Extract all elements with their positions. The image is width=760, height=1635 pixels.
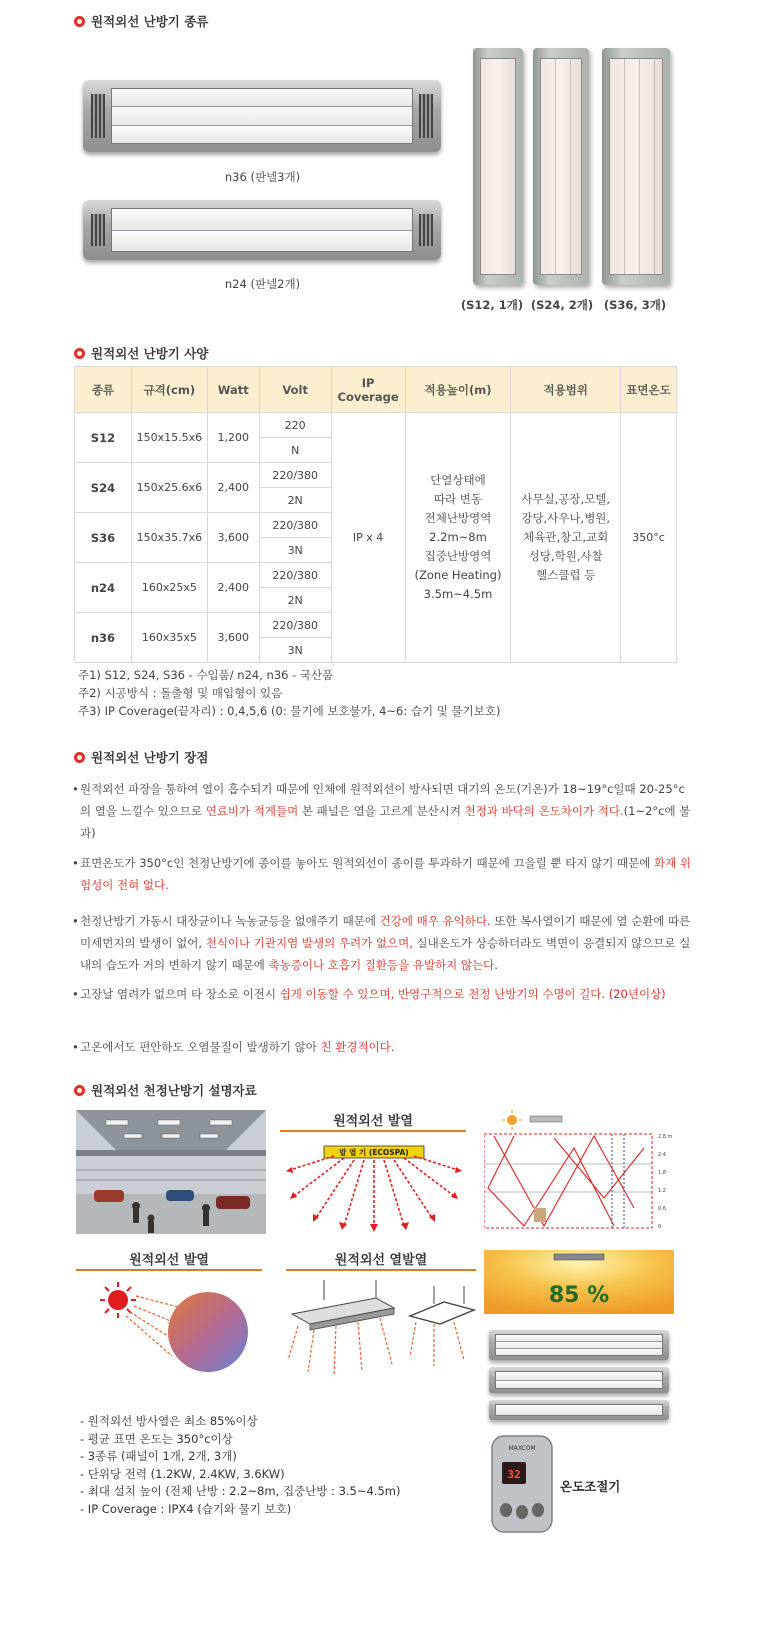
room-reflection-graph <box>484 1108 674 1238</box>
summary-line: - 최대 설치 높이 (전체 난방 : 2.2~8m, 집중난방 : 3.5~4.5m) <box>80 1484 401 1499</box>
thermostat-label: 온도조절기 <box>560 1479 621 1494</box>
range-line: 체육관,창고,교회 <box>523 530 609 544</box>
highlight-span: 천식이나 기관지염 발생의 우려가 없으며, <box>205 936 413 950</box>
cell-volt: 3N <box>259 638 331 663</box>
cell-range <box>511 413 621 663</box>
cell-type: S12 <box>75 413 132 463</box>
highlight-span: 연료비가 적게들며 <box>205 804 299 818</box>
section-title-text: 원적외선 천정난방기 설명자료 <box>91 1083 257 1098</box>
text-span: 본 패널은 열을 고르게 분산시켜 <box>298 804 465 818</box>
bullet-marker: • <box>72 856 79 870</box>
col-header: 적용높이(m) <box>405 367 511 413</box>
cell-watt: 2,400 <box>207 563 259 613</box>
table-row <box>75 413 677 438</box>
highlight-span: 천정과 바닥의 온도차이가 적다. <box>464 804 624 818</box>
cell-volt: N <box>259 438 331 463</box>
cell-volt: 220/380 <box>259 463 331 488</box>
controller-brand: MAXCOM <box>508 1445 536 1452</box>
bullet-icon <box>74 16 85 27</box>
text-span: 표면온도가 350°c인 천정난방기에 종이를 놓아도 원적외선이 종이를 투과하기 때문에 끄을릴 뿐 타지 않기 때문에 <box>80 856 654 870</box>
text-span: 고장날 염려가 없으며 타 장소로 이전시 <box>80 987 280 1001</box>
section-title-text: 원적외선 난방기 장점 <box>91 750 209 765</box>
vent-grille <box>91 214 105 246</box>
diag2-title: 원적외선 발열 <box>129 1253 209 1268</box>
range-line: 강당,사우나,병원, <box>521 511 611 525</box>
bullet-icon <box>74 348 85 359</box>
summary-line: - 원적외선 방사열은 최소 85%이상 <box>80 1414 258 1428</box>
cell-height <box>405 413 511 663</box>
section-title-text: 원적외선 난방기 종류 <box>91 14 209 29</box>
highlight-span: 축농증이나 호흡기 질환등을 유발하지 않는다. <box>268 958 498 972</box>
advantage-text <box>72 983 692 1005</box>
height-line: 단열상태에 <box>430 473 486 487</box>
cell-size: 150x35.7x6 <box>131 513 207 563</box>
vent-grille <box>91 94 105 138</box>
section-title-advantages <box>74 748 208 766</box>
cell-type: n36 <box>75 613 132 663</box>
divider-line <box>286 1269 476 1271</box>
divider-line <box>280 1130 466 1132</box>
note-line: 주3) IP Coverage(끝자리) : 0,4,5,6 (0: 물기에 보호불가, 4~6: 습기 및 물기보호) <box>78 704 501 718</box>
graph-tick: 1.2 <box>658 1188 666 1194</box>
section-title-explanation <box>74 1081 257 1099</box>
bullet-icon <box>74 1085 85 1096</box>
height-line: 전체난방영역 <box>424 511 492 525</box>
cell-size: 160x35x5 <box>131 613 207 663</box>
cell-watt: 3,600 <box>207 613 259 663</box>
heater-image-s24 <box>533 48 589 285</box>
bullet-marker: • <box>72 782 79 796</box>
efficiency-image <box>484 1250 674 1314</box>
summary-line: - IP Coverage : IPX4 (습기와 물기 보호) <box>80 1501 292 1516</box>
graph-tick: 2.4 <box>658 1152 666 1158</box>
advantage-item <box>72 910 692 976</box>
highlight-span: 쉽게 이동할 수 있으며, 반영구적으로 천정 난방기의 수명이 길다. (20년이상) <box>279 987 666 1001</box>
thermostat-image <box>490 1434 554 1534</box>
section-title-spec <box>74 344 208 362</box>
hall-illustration <box>76 1110 266 1234</box>
caption-s12: (S12, 1개) <box>460 298 524 312</box>
height-line: 3.5m~4.5m <box>423 587 493 601</box>
col-header: 종류 <box>75 367 132 413</box>
col-header: Watt <box>207 367 259 413</box>
section-title-text: 원적외선 난방기 사양 <box>91 346 209 361</box>
col-header: Volt <box>259 367 331 413</box>
col-header: IP Coverage <box>331 367 405 413</box>
caption-s24: (S24, 2개) <box>530 298 594 312</box>
summary-list <box>80 1413 400 1519</box>
advantage-item <box>72 1036 692 1058</box>
range-line: 헬스클럽 등 <box>536 568 596 582</box>
cell-volt: 2N <box>259 488 331 513</box>
sun-sphere-diagram <box>96 1280 256 1380</box>
advantage-text <box>72 778 692 844</box>
percent-label: 85 % <box>548 1283 610 1308</box>
summary-line: - 평균 표면 온도는 350°c이상 <box>80 1431 233 1446</box>
bullet-marker: • <box>72 987 79 1001</box>
heater-radiation-diagram <box>284 1138 464 1238</box>
text-span: 천정난방기 가동시 대장균이나 녹농균등을 없애주기 때문에 <box>80 914 380 928</box>
hanging-heaters-diagram <box>284 1276 478 1386</box>
cell-volt: 220/380 <box>259 613 331 638</box>
divider-line <box>76 1269 262 1271</box>
graph-tick: 2.8 m <box>658 1134 673 1140</box>
product-panel-3 <box>489 1330 669 1360</box>
col-header: 규격(cm) <box>131 367 207 413</box>
cell-surface-temp: 350°c <box>621 413 677 663</box>
height-line: 집중난방영역 <box>424 549 492 563</box>
summary-line: - 단위당 전력 (1.2KW, 2.4KW, 3.6KW) <box>80 1466 285 1481</box>
advantage-item <box>72 983 692 1005</box>
bullet-icon <box>74 752 85 763</box>
summary-line: - 3종류 (패널이 1개, 2개, 3개) <box>80 1449 237 1464</box>
height-line: 따라 변동 <box>433 492 483 506</box>
text-span: 또한 복사열이기 때문에 열 순환에 따른 미세먼지의 발생이 없어, <box>80 914 691 950</box>
highlight-span: 친 환경적이다. <box>320 1040 395 1054</box>
highlight-span: 화재 위험성이 전혀 없다. <box>80 856 691 892</box>
caption-s36: (S36, 3개) <box>603 298 667 312</box>
advantage-text <box>72 910 692 976</box>
vent-grille <box>419 94 433 138</box>
height-line: 2.2m~8m <box>429 530 487 544</box>
text-span: (1~2°c에 불과) <box>80 804 691 840</box>
heater-image-s36 <box>602 48 670 285</box>
cell-volt: 220/380 <box>259 563 331 588</box>
text-span: 실내온도가 상승하더라도 벽면이 응결되지 않으므로 실내의 습도가 거의 변하기 않기 때문에 <box>80 936 691 972</box>
graph-tick: 0 <box>658 1224 662 1230</box>
range-line: 사무실,공장,모텔, <box>521 492 611 506</box>
cell-size: 160x25x5 <box>131 563 207 613</box>
device-label: 발 열 기 (ECOSPA) <box>339 1148 409 1157</box>
cell-ip: IP x 4 <box>331 413 405 663</box>
caption-n36: n36 (판넬3개) <box>224 170 301 184</box>
cell-type: S24 <box>75 463 132 513</box>
diag3-title: 원적외선 열발열 <box>334 1253 428 1268</box>
col-header: 적용범위 <box>511 367 621 413</box>
height-line: (Zone Heating) <box>414 568 502 582</box>
cell-volt: 220 <box>259 413 331 438</box>
cell-volt: 2N <box>259 588 331 613</box>
heater-image-n24 <box>83 200 441 260</box>
note-line: 주2) 시공방식 : 돌출형 및 매입형이 있음 <box>78 686 283 700</box>
advantage-text <box>72 1036 692 1058</box>
product-panel-1 <box>489 1400 669 1420</box>
cell-volt: 220/380 <box>259 513 331 538</box>
text-span: 원적외선 파장을 통하여 열이 흡수되기 때문에 인체에 원적외선이 방사되면 대기의 온도(기온)가 18~19°c일때 20-25°c의 열을 느낄수 있으므로 <box>80 782 685 818</box>
advantage-item <box>72 778 692 844</box>
graph-tick: 0.6 <box>658 1206 666 1212</box>
heater-image-n36 <box>83 80 441 152</box>
cell-type: n24 <box>75 563 132 613</box>
text-span: 고온에서도 편안하도 오염물질이 발생하기 않아 <box>80 1040 321 1054</box>
cell-watt: 2,400 <box>207 463 259 513</box>
spec-table <box>74 366 677 663</box>
cell-size: 150x25.6x6 <box>131 463 207 513</box>
graph-tick: 1.8 <box>658 1170 666 1176</box>
col-header: 표면온도 <box>621 367 677 413</box>
bullet-marker: • <box>72 914 79 928</box>
cell-type: S36 <box>75 513 132 563</box>
range-line: 성당,학원,사찰 <box>528 549 603 563</box>
cell-watt: 3,600 <box>207 513 259 563</box>
advantage-text <box>72 852 692 896</box>
caption-n24: n24 (판넬2개) <box>224 277 301 291</box>
table-header-row <box>75 367 677 413</box>
spec-notes <box>78 666 500 720</box>
section-title-types <box>74 12 208 30</box>
controller-display: 32 <box>507 1468 521 1481</box>
product-panel-2 <box>489 1367 669 1393</box>
diag1-title: 원적외선 발열 <box>333 1114 413 1129</box>
cell-size: 150x15.5x6 <box>131 413 207 463</box>
cell-volt: 3N <box>259 538 331 563</box>
advantage-item <box>72 852 692 896</box>
vent-grille <box>419 214 433 246</box>
bullet-marker: • <box>72 1040 79 1054</box>
note-line: 주1) S12, S24, S36 - 수입품/ n24, n36 - 국산품 <box>78 668 334 682</box>
highlight-span: 건강에 매우 유익하다. <box>379 914 491 928</box>
heater-image-s12 <box>473 48 523 285</box>
cell-watt: 1,200 <box>207 413 259 463</box>
